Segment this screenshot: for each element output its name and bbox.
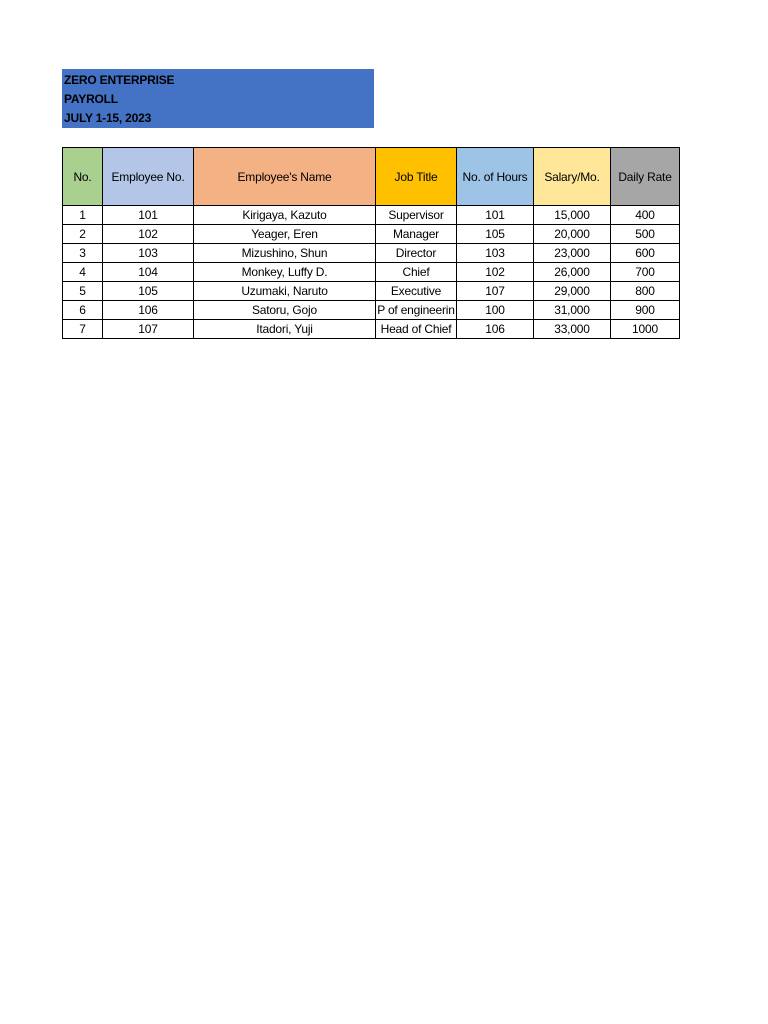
cell-no[interactable]: 6 xyxy=(63,301,103,320)
header-hours[interactable]: No. of Hours xyxy=(457,148,534,206)
header-employee-no[interactable]: Employee No. xyxy=(103,148,194,206)
header-no[interactable]: No. xyxy=(63,148,103,206)
cell-daily-rate[interactable]: 900 xyxy=(611,301,680,320)
pay-period: JULY 1-15, 2023 xyxy=(64,111,152,125)
cell-salary[interactable]: 15,000 xyxy=(534,206,611,225)
cell-hours[interactable]: 107 xyxy=(457,282,534,301)
cell-employee-no[interactable]: 106 xyxy=(103,301,194,320)
cell-no[interactable]: 2 xyxy=(63,225,103,244)
cell-job-title[interactable]: P of engineerin xyxy=(376,301,457,320)
cell-no[interactable]: 3 xyxy=(63,244,103,263)
cell-hours[interactable]: 101 xyxy=(457,206,534,225)
cell-daily-rate[interactable]: 500 xyxy=(611,225,680,244)
cell-employee-no[interactable]: 102 xyxy=(103,225,194,244)
cell-daily-rate[interactable]: 600 xyxy=(611,244,680,263)
cell-hours[interactable]: 106 xyxy=(457,320,534,339)
report-name: PAYROLL xyxy=(64,92,118,106)
table-row xyxy=(63,244,680,263)
cell-salary[interactable]: 23,000 xyxy=(534,244,611,263)
cell-salary[interactable]: 29,000 xyxy=(534,282,611,301)
cell-employee-name[interactable]: Itadori, Yuji xyxy=(194,320,376,339)
cell-employee-no[interactable]: 104 xyxy=(103,263,194,282)
cell-salary[interactable]: 33,000 xyxy=(534,320,611,339)
cell-no[interactable]: 1 xyxy=(63,206,103,225)
cell-daily-rate[interactable]: 400 xyxy=(611,206,680,225)
cell-salary[interactable]: 26,000 xyxy=(534,263,611,282)
cell-employee-name[interactable]: Kirigaya, Kazuto xyxy=(194,206,376,225)
table-row xyxy=(63,206,680,225)
title-block xyxy=(62,69,374,128)
cell-employee-name[interactable]: Satoru, Gojo xyxy=(194,301,376,320)
company-name: ZERO ENTERPRISE xyxy=(64,73,175,87)
cell-job-title[interactable]: Supervisor xyxy=(376,206,457,225)
cell-job-title[interactable]: Manager xyxy=(376,225,457,244)
table-row xyxy=(63,282,680,301)
cell-no[interactable]: 5 xyxy=(63,282,103,301)
cell-employee-no[interactable]: 103 xyxy=(103,244,194,263)
header-employee-name[interactable]: Employee's Name xyxy=(194,148,376,206)
cell-employee-name[interactable]: Yeager, Eren xyxy=(194,225,376,244)
header-salary[interactable]: Salary/Mo. xyxy=(534,148,611,206)
cell-hours[interactable]: 100 xyxy=(457,301,534,320)
cell-no[interactable]: 4 xyxy=(63,263,103,282)
header-row xyxy=(63,148,680,206)
cell-daily-rate[interactable]: 1000 xyxy=(611,320,680,339)
cell-hours[interactable]: 103 xyxy=(457,244,534,263)
header-daily-rate[interactable]: Daily Rate xyxy=(611,148,680,206)
cell-salary[interactable]: 20,000 xyxy=(534,225,611,244)
cell-job-title[interactable]: Chief xyxy=(376,263,457,282)
cell-employee-no[interactable]: 101 xyxy=(103,206,194,225)
table-row xyxy=(63,320,680,339)
table-row xyxy=(63,225,680,244)
cell-employee-name[interactable]: Monkey, Luffy D. xyxy=(194,263,376,282)
cell-daily-rate[interactable]: 700 xyxy=(611,263,680,282)
cell-daily-rate[interactable]: 800 xyxy=(611,282,680,301)
cell-employee-no[interactable]: 105 xyxy=(103,282,194,301)
table-row xyxy=(63,263,680,282)
cell-employee-name[interactable]: Uzumaki, Naruto xyxy=(194,282,376,301)
cell-employee-no[interactable]: 107 xyxy=(103,320,194,339)
cell-hours[interactable]: 102 xyxy=(457,263,534,282)
cell-job-title[interactable]: Head of Chief xyxy=(376,320,457,339)
table-row xyxy=(63,301,680,320)
cell-employee-name[interactable]: Mizushino, Shun xyxy=(194,244,376,263)
cell-salary[interactable]: 31,000 xyxy=(534,301,611,320)
cell-job-title[interactable]: Director xyxy=(376,244,457,263)
cell-no[interactable]: 7 xyxy=(63,320,103,339)
header-job-title[interactable]: Job Title xyxy=(376,148,457,206)
payroll-table xyxy=(62,147,680,339)
cell-hours[interactable]: 105 xyxy=(457,225,534,244)
cell-job-title[interactable]: Executive xyxy=(376,282,457,301)
